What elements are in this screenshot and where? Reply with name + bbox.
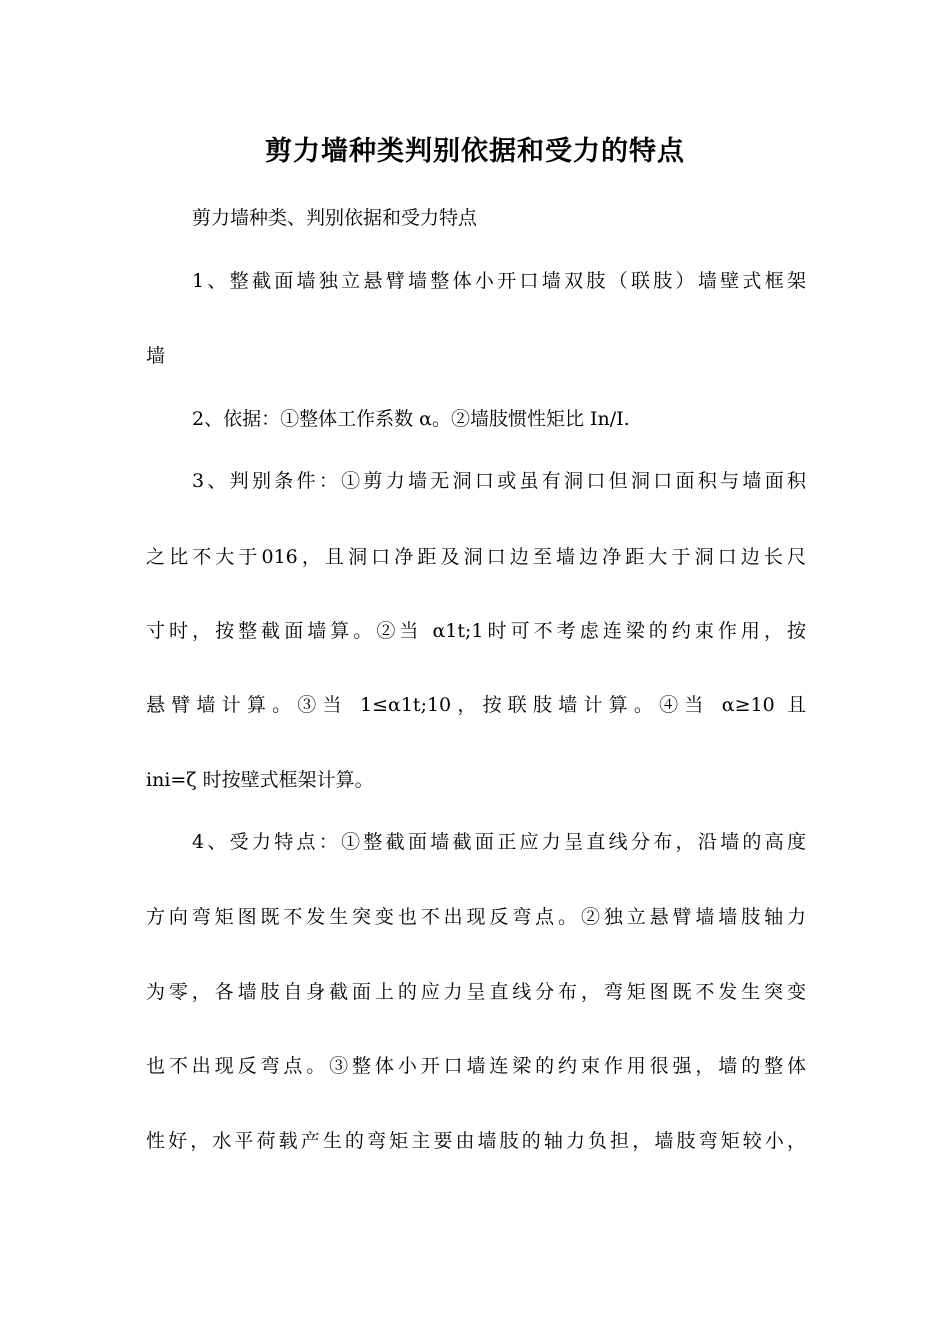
paragraph-line-4d: 也不出现反弯点。③整体小开口墙连梁的约束作用很强，墙的整体 bbox=[146, 1055, 806, 1077]
paragraph-line-3e: ini=ζ 时按壁式框架计算。 bbox=[146, 769, 374, 791]
paragraph-line-4a: 4、受力特点：①整截面墙截面正应力呈直线分布，沿墙的高度 bbox=[192, 831, 806, 853]
paragraph-line-1a: 1、整截面墙独立悬臂墙整体小开口墙双肢（联肢）墙壁式框架 bbox=[192, 270, 806, 292]
paragraph-line-3d: 悬臂墙计算。③当 1≤α1t;10，按联肢墙计算。④当 α≥10 且 bbox=[146, 694, 806, 716]
paragraph-line-4c: 为零，各墙肢自身截面上的应力呈直线分布，弯矩图既不发生突变 bbox=[146, 981, 806, 1003]
paragraph-line-subtitle: 剪力墙种类、判别依据和受力特点 bbox=[192, 207, 478, 229]
paragraph-line-4e: 性好，水平荷载产生的弯矩主要由墙肢的轴力负担，墙肢弯矩较小， bbox=[146, 1130, 806, 1152]
document-title: 剪力墙种类判别依据和受力的特点 bbox=[265, 136, 685, 167]
paragraph-line-3b: 之比不大于016，且洞口净距及洞口边至墙边净距大于洞口边长尺 bbox=[146, 546, 806, 568]
paragraph-line-3c: 寸时，按整截面墙算。②当 α1t;1时可不考虑连梁的约束作用，按 bbox=[146, 620, 806, 642]
paragraph-line-3a: 3、判别条件：①剪力墙无洞口或虽有洞口但洞口面积与墙面积 bbox=[192, 470, 806, 492]
paragraph-line-1b: 墙 bbox=[146, 345, 166, 367]
paragraph-line-4b: 方向弯矩图既不发生突变也不出现反弯点。②独立悬臂墙墙肢轴力 bbox=[146, 906, 806, 928]
paragraph-line-2: 2、依据：①整体工作系数 α。②墙肢惯性矩比 In/I. bbox=[192, 408, 630, 430]
